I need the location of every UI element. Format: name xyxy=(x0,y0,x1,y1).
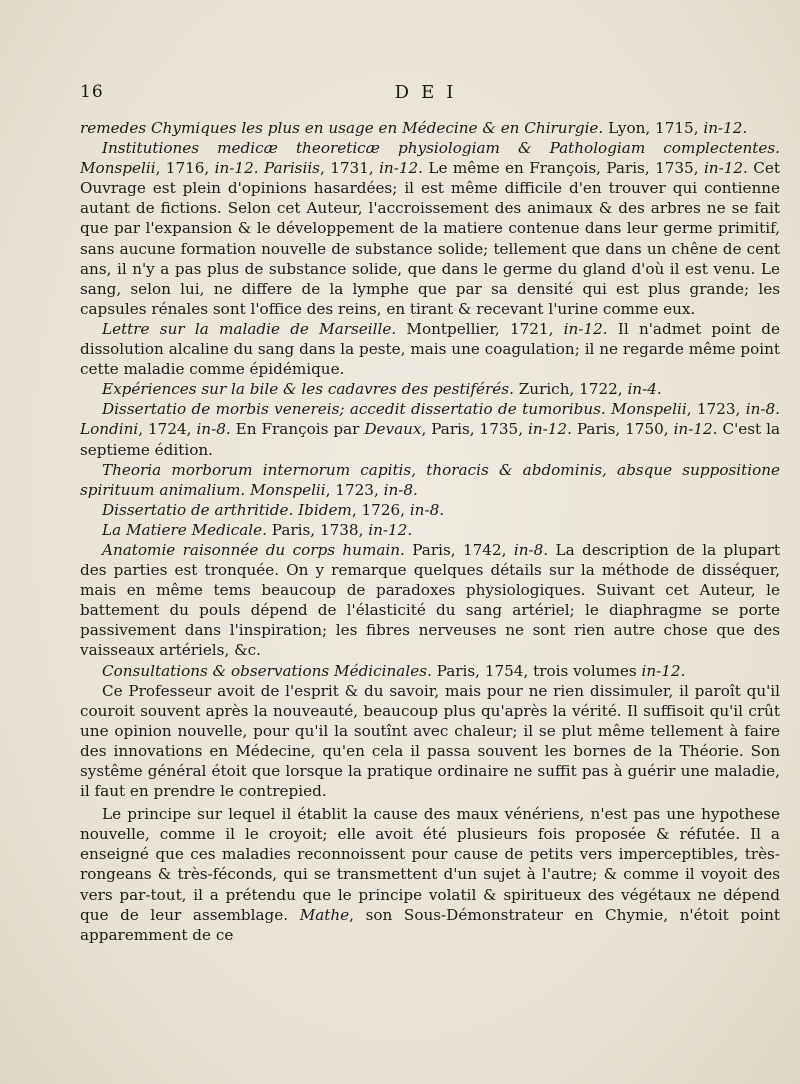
italic-text: in-12. xyxy=(379,159,424,178)
italic-text: in-12. xyxy=(673,420,718,439)
text-run: , 1731, xyxy=(319,159,380,178)
text-run: Lyon, 1715, xyxy=(603,119,704,137)
page-header xyxy=(80,82,780,108)
italic-text: Lettre sur la maladie de Marseille. xyxy=(102,319,397,338)
text-run: Ce Professeur avoit de l'esprit & du savoir, mais pour ne rien dissimuler, il paroît qu'il couroit souvent après la nouveauté, beaucoup plus qu'après la vérité. Il suffisoit qu'il crût une opinion nouvelle, pour qu'il la soutînt avec chaleur; il se plut même tellement à faire des innovations en Médecine, qu'en cela il passa souvent les bornes de la Théorie. Son systême général étoit que lorsque la pratique ordinaire ne suffit pas à guérir une maladie, il faut en prendre le contrepied. xyxy=(80,681,780,801)
text-run: Le même en François, Paris, 1735, xyxy=(423,159,704,178)
italic-text: Theoria morborum internorum capitis, thoracis & abdominis, absque suppositione spirituum animalium. Monspelii xyxy=(80,460,780,499)
italic-text: in-12. xyxy=(641,661,686,680)
text-run: Le principe sur lequel il établit la cause des maux vénériens, n'est pas une hypothese nouvelle, comme il le croyoit; elle avoit été plusieurs fois proposée & réfutée. Il a enseigné que ces maladies reconnoissent pour cause de petits vers imperceptibles, très-rongeans & très-féconds, qui se transmettent d'un sujet à l'autre; & comme il voyoit des vers par-tout, il a prétendu que le principe volatil & spiritueux des végétaux ne dépend que de leur assemblage. xyxy=(80,805,780,924)
italic-text: Dissertatio de morbis venereis; accedit dissertatio de tumoribus. Monspelii xyxy=(102,400,687,419)
italic-text: Consultations & observations Médicinales. xyxy=(102,661,432,680)
italic-text: in-8. xyxy=(383,480,418,499)
italic-text: in-8. Londini xyxy=(80,400,780,439)
italic-text: in-8. xyxy=(513,540,549,559)
text-run: Paris, 1742, xyxy=(404,540,514,559)
page-body xyxy=(80,118,780,945)
paragraph xyxy=(80,500,780,520)
italic-text: in-12. xyxy=(527,420,572,439)
text-run: , 1723, xyxy=(325,480,384,499)
page-number: 16 xyxy=(80,82,104,102)
paragraph xyxy=(80,681,780,802)
text-run: , son Sous-Démonstrateur en Chymie, n'étoit point apparemment de ce xyxy=(80,905,780,944)
text-run: , 1723, xyxy=(686,400,746,419)
text-run: Zurich, 1722, xyxy=(513,380,628,399)
text-run: , 1716, xyxy=(155,159,215,178)
italic-text: in-12. xyxy=(703,159,748,178)
text-run: Paris, 1754, trois volumes xyxy=(431,661,642,680)
text-run: C'est la septieme édition. xyxy=(80,420,781,459)
paragraph xyxy=(80,319,780,379)
paragraph xyxy=(80,379,780,399)
italic-text: Dissertatio de arthritide. Ibidem xyxy=(102,500,352,519)
text-run: , 1726, xyxy=(351,500,410,519)
italic-text: Expériences sur la bile & les cadavres des pestiférés. xyxy=(102,380,514,399)
paragraph xyxy=(80,661,780,681)
text-run: Paris, 1738, xyxy=(266,520,369,539)
italic-text: Institutiones medicæ theoreticæ physiologiam & Pathologiam complectentes. Monspelii xyxy=(80,139,780,178)
italic-text: in-8. xyxy=(196,420,231,439)
italic-text: in-12. xyxy=(368,520,413,539)
paragraph xyxy=(80,520,780,540)
text-run: Il n'admet point de dissolution alcaline du sang dans la peste, mais une coagulation; il ne regarde même point cette maladie comme épidémique. xyxy=(80,319,780,379)
text-run: , 1724, xyxy=(138,420,197,439)
text-run: En François par xyxy=(230,420,365,439)
italic-text: La Matiere Medicale. xyxy=(102,520,267,539)
paragraph xyxy=(80,460,780,500)
italic-text: Anatomie raisonnée du corps humain. xyxy=(102,540,405,559)
paragraph xyxy=(80,118,780,138)
paragraph xyxy=(80,540,780,661)
paragraph xyxy=(80,138,780,319)
italic-text: remedes Chymiques les plus en usage en Médecine & en Chirurgie. xyxy=(80,119,604,137)
paragraph xyxy=(80,804,780,945)
text-run: Cet Ouvrage est plein d'opinions hasardées; il est même difficile d'en trouver qui contienne autant de fictions. Selon cet Auteur, l'accroissement des animaux & des arbres ne se fait que par l'expansion & le développement de la matiere contenue dans leur germe primitif, sans aucune formation nouvelle de substance solide; tellement que dans un chêne de cent ans, il n'y a pas plus de substance solide, que dans le germe du gland d'où il est venu. Le sang, selon lui, ne differe de la lymphe que par sa densité qui est plus grande; les capsules rénales sont l'office des reins, en tirant & recevant l'urine comme eux. xyxy=(80,159,780,318)
running-head: DEI xyxy=(394,82,466,103)
text-run: La description de la plupart des parties est tronquée. On y remarque quelques détails sur la méthode de disséquer, mais en même tems beaucoup de paradoxes physiologiques. Suivant cet Auteur, le battement du pouls dépend de l'élasticité du sang artériel; le diaphragme se porte passivement dans l'inspiration; les fibres nerveuses ne sont rien autre chose que des vaisseaux artériels, &c. xyxy=(80,540,781,660)
text-run: Montpellier, 1721, xyxy=(396,319,564,338)
italic-text: in-12. xyxy=(563,319,608,338)
text-run: , Paris, 1735, xyxy=(421,420,528,439)
italic-text: in-12. xyxy=(703,119,748,137)
text-run: Paris, 1750, xyxy=(571,420,674,439)
paragraph xyxy=(80,399,780,459)
italic-text: in-4. xyxy=(627,380,662,399)
italic-text: in-12. Parisiis xyxy=(214,159,320,178)
italic-text: in-8. xyxy=(409,500,445,519)
italic-text: Devaux xyxy=(364,420,422,439)
italic-text: Mathe xyxy=(299,905,350,924)
